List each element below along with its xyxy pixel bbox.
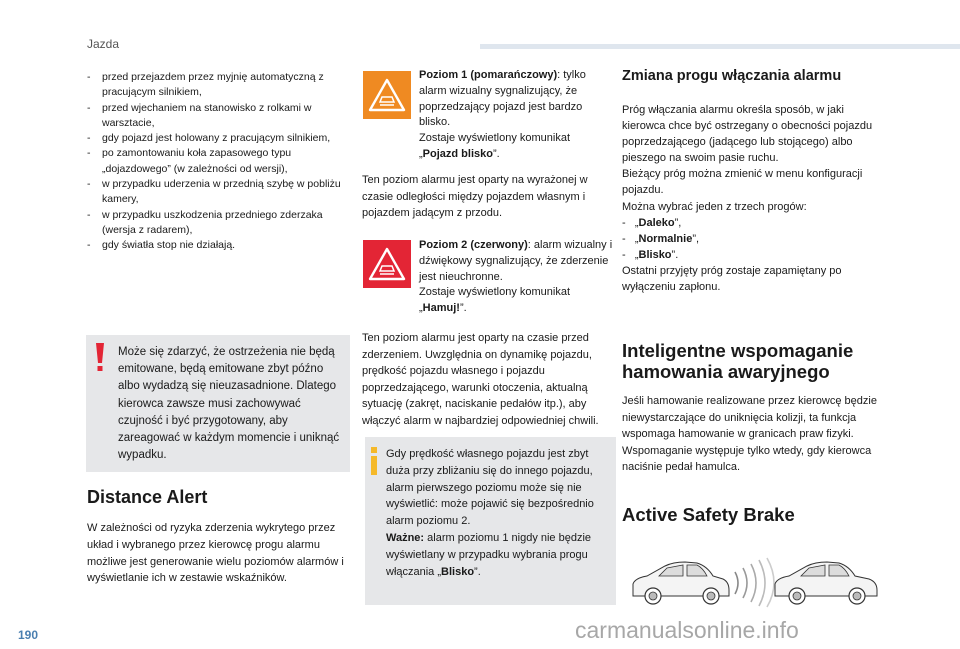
distance-alert-text: W zależności od ryzyka zderzenia wykrytego przez układ i wybranego przez kierowcę progu alarmu możliwe jest generowanie wielu poziomów alarmów i wyświetlanie ich w zestawie wskaźników. [87,522,344,585]
list-item: - po zamontowaniu koła zapasowego typu „dojazdowego” (w zależności od wersji), [87,147,292,175]
level1-alert-icon [363,71,411,119]
level2-title: Poziom 2 (czerwony) [419,239,528,251]
threshold-option: - „Normalnie”, [622,232,700,245]
cars-braking-illustration [625,548,890,608]
level1-note: Ten poziom alarmu jest oparty na wyrażonej w czasie odległości między pojazdem własnym i pojazdem jadącym z przodu. [362,174,588,219]
list-item: - przed wjechaniem na stanowisko z rolkami w warsztacie, [87,101,312,129]
exclamation-icon [94,343,106,373]
list-item: - gdy światła stop nie działają. [87,239,236,252]
emergency-braking-text: Jeśli hamowanie realizowane przez kierowcę będzie niewystarczające do uniknięcia kolizji, ta funkcja wspomaga hamowanie w granicach praw fizyki. Wspomaganie występuje tylko wtedy, gdy kierowca naciśnie pedał hamulca. [622,395,877,473]
info-icon [369,447,379,475]
list-item: - gdy pojazd jest holowany z pracującym silnikiem, [87,132,331,145]
info-text: Gdy prędkość własnego pojazdu jest zbyt duża przy zbliżaniu się do innego pojazdu, alarm pierwszego poziomu może się nie wyświetlić: może pojawić się bezpośrednio alarm poziomu 2. Ważne: alarm poziomu 1 nigdy nie będzie wyświetlany w przypadku wybrania progu włączania „Blisko”. [386,448,594,578]
threshold-text: Próg włączania alarmu określa sposób, w jaki kierowca chce być ostrzegany o obecności pojazdu poprzedzającego (jadącego lub stojącego) albo pieszego na swoim pasie ruchu. Bieżący próg można zmienić w menu konfiguracji pojazdu. Można wybrać jeden z trzech progów: - „Daleko”, - „Normalnie”, - „Blisko”. Ostatni przyjęty próg zostaje zapamiętany po wyłączeniu zapłonu. [622,104,873,294]
level2-message: Hamuj! [422,302,460,315]
distance-alert-heading: Distance Alert [87,487,208,507]
threshold-option: - „Blisko”. [622,248,679,261]
emergency-braking-heading: Inteligentne wspomaganie hamowania awaryjnego [622,340,854,382]
level1-message: Pojazd blisko [422,147,493,160]
active-safety-brake-heading: Active Safety Brake [622,504,795,525]
list-item: - w przypadku uderzenia w przednią szybę w pobliżu kamery, [87,178,341,206]
level2-description: Poziom 2 (czerwony): alarm wizualny i dźwiękowy sygnalizujący, że zderzenie jest nieuchronne. Zostaje wyświetlony komunikat „Hamuj!”. [419,239,613,315]
important-label: Ważne: [386,531,425,544]
threshold-option: - „Daleko”, [622,216,682,229]
section-label: Jazda [87,37,120,51]
bullet-list [87,70,355,254]
level1-description: Poziom 1 (pomarańczowy): tylko alarm wizualny sygnalizujący, że poprzedzający pojazd jest bardzo blisko. Zostaje wyświetlony komunikat „Pojazd blisko”. [419,69,586,160]
collision-warning-icon [363,240,411,288]
page-number: 190 [18,628,39,642]
level1-title: Poziom 1 (pomarańczowy) [419,69,558,81]
level2-note: Ten poziom alarmu jest oparty na czasie przed zderzeniem. Uwzględnia on dynamikę pojazdu, prędkość pojazdu własnego i pojazdu poprzedzającego, warunki otoczenia, aktualną sytuację (zakręt, naciskanie pedałów itp.), aby włączyć alarm w najbardziej odpowiedniej chwili. [362,332,599,427]
threshold-heading: Zmiana progu włączania alarmu [622,68,842,84]
warning-text: Może się zdarzyć, że ostrzeżenia nie będą emitowane, będą emitowane zbyt późno albo wydadzą się nieuzasadnione. Dlatego kierowca zawsze musi zachowywać czujność i być przygotowany, aby zareagować w każdym momencie i uniknąć wypadku. [118,346,340,462]
list-item: - przed przejazdem przez myjnię automatyczną z pracującym silnikiem, [87,71,324,99]
level2-alert-icon [363,240,411,288]
important-value: Blisko [441,565,475,578]
collision-warning-icon [363,71,411,119]
header-bar [480,44,960,49]
watermark: carmanualsonline.info [575,617,799,643]
list-item: - w przypadku uszkodzenia przedniego zderzaka (wersja z radarem), [87,208,323,236]
